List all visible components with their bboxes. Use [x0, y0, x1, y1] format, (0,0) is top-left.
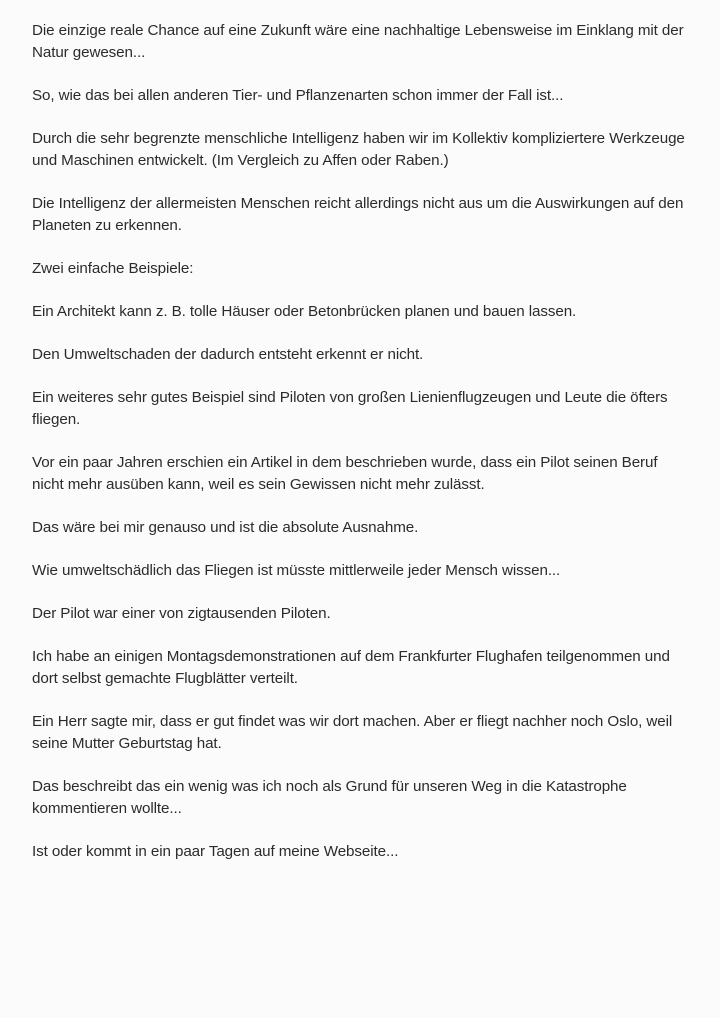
paragraph: Ein weiteres sehr gutes Beispiel sind Piloten von großen Lienienflugzeugen und Leute die öfters fliegen. — [32, 389, 668, 428]
paragraph: Ist oder kommt in ein paar Tagen auf meine Webseite... — [32, 843, 399, 860]
paragraph: Die Intelligenz der allermeisten Menschen reicht allerdings nicht aus um die Auswirkungen auf den Planeten zu erkennen. — [32, 195, 684, 234]
paragraph: Der Pilot war einer von zigtausenden Piloten. — [32, 605, 331, 622]
paragraph: Durch die sehr begrenzte menschliche Intelligenz haben wir im Kollektiv kompliziertere Werkzeuge und Maschinen entwickelt. (Im Vergleich zu Affen oder Raben.) — [32, 130, 685, 169]
paragraph: Das wäre bei mir genauso und ist die absolute Ausnahme. — [32, 519, 419, 536]
paragraph: Ein Architekt kann z. B. tolle Häuser oder Betonbrücken planen und bauen lassen. — [32, 303, 577, 320]
paragraph: Vor ein paar Jahren erschien ein Artikel in dem beschrieben wurde, dass ein Pilot seinen Beruf nicht mehr ausüben kann, weil es sein Gewissen nicht mehr zulässt. — [32, 454, 658, 493]
paragraph: Wie umweltschädlich das Fliegen ist müsste mittlerweile jeder Mensch wissen... — [32, 562, 561, 579]
paragraph: Die einzige reale Chance auf eine Zukunft wäre eine nachhaltige Lebensweise im Einklang mit der Natur gewesen... — [32, 22, 684, 61]
paragraph: Den Umweltschaden der dadurch entsteht erkennt er nicht. — [32, 346, 424, 363]
paragraph: Zwei einfache Beispiele: — [32, 260, 194, 277]
paragraph: So, wie das bei allen anderen Tier- und Pflanzenarten schon immer der Fall ist... — [32, 87, 564, 104]
paragraph: Ein Herr sagte mir, dass er gut findet was wir dort machen. Aber er fliegt nachher noch Oslo, weil seine Mutter Geburtstag hat. — [32, 713, 673, 752]
paragraph: Das beschreibt das ein wenig was ich noch als Grund für unseren Weg in die Katastrophe kommentieren wollte... — [32, 778, 627, 817]
paragraph: Ich habe an einigen Montagsdemonstrationen auf dem Frankfurter Flughafen teilgenommen und dort selbst gemachte Flugblätter verteilt. — [32, 648, 670, 687]
